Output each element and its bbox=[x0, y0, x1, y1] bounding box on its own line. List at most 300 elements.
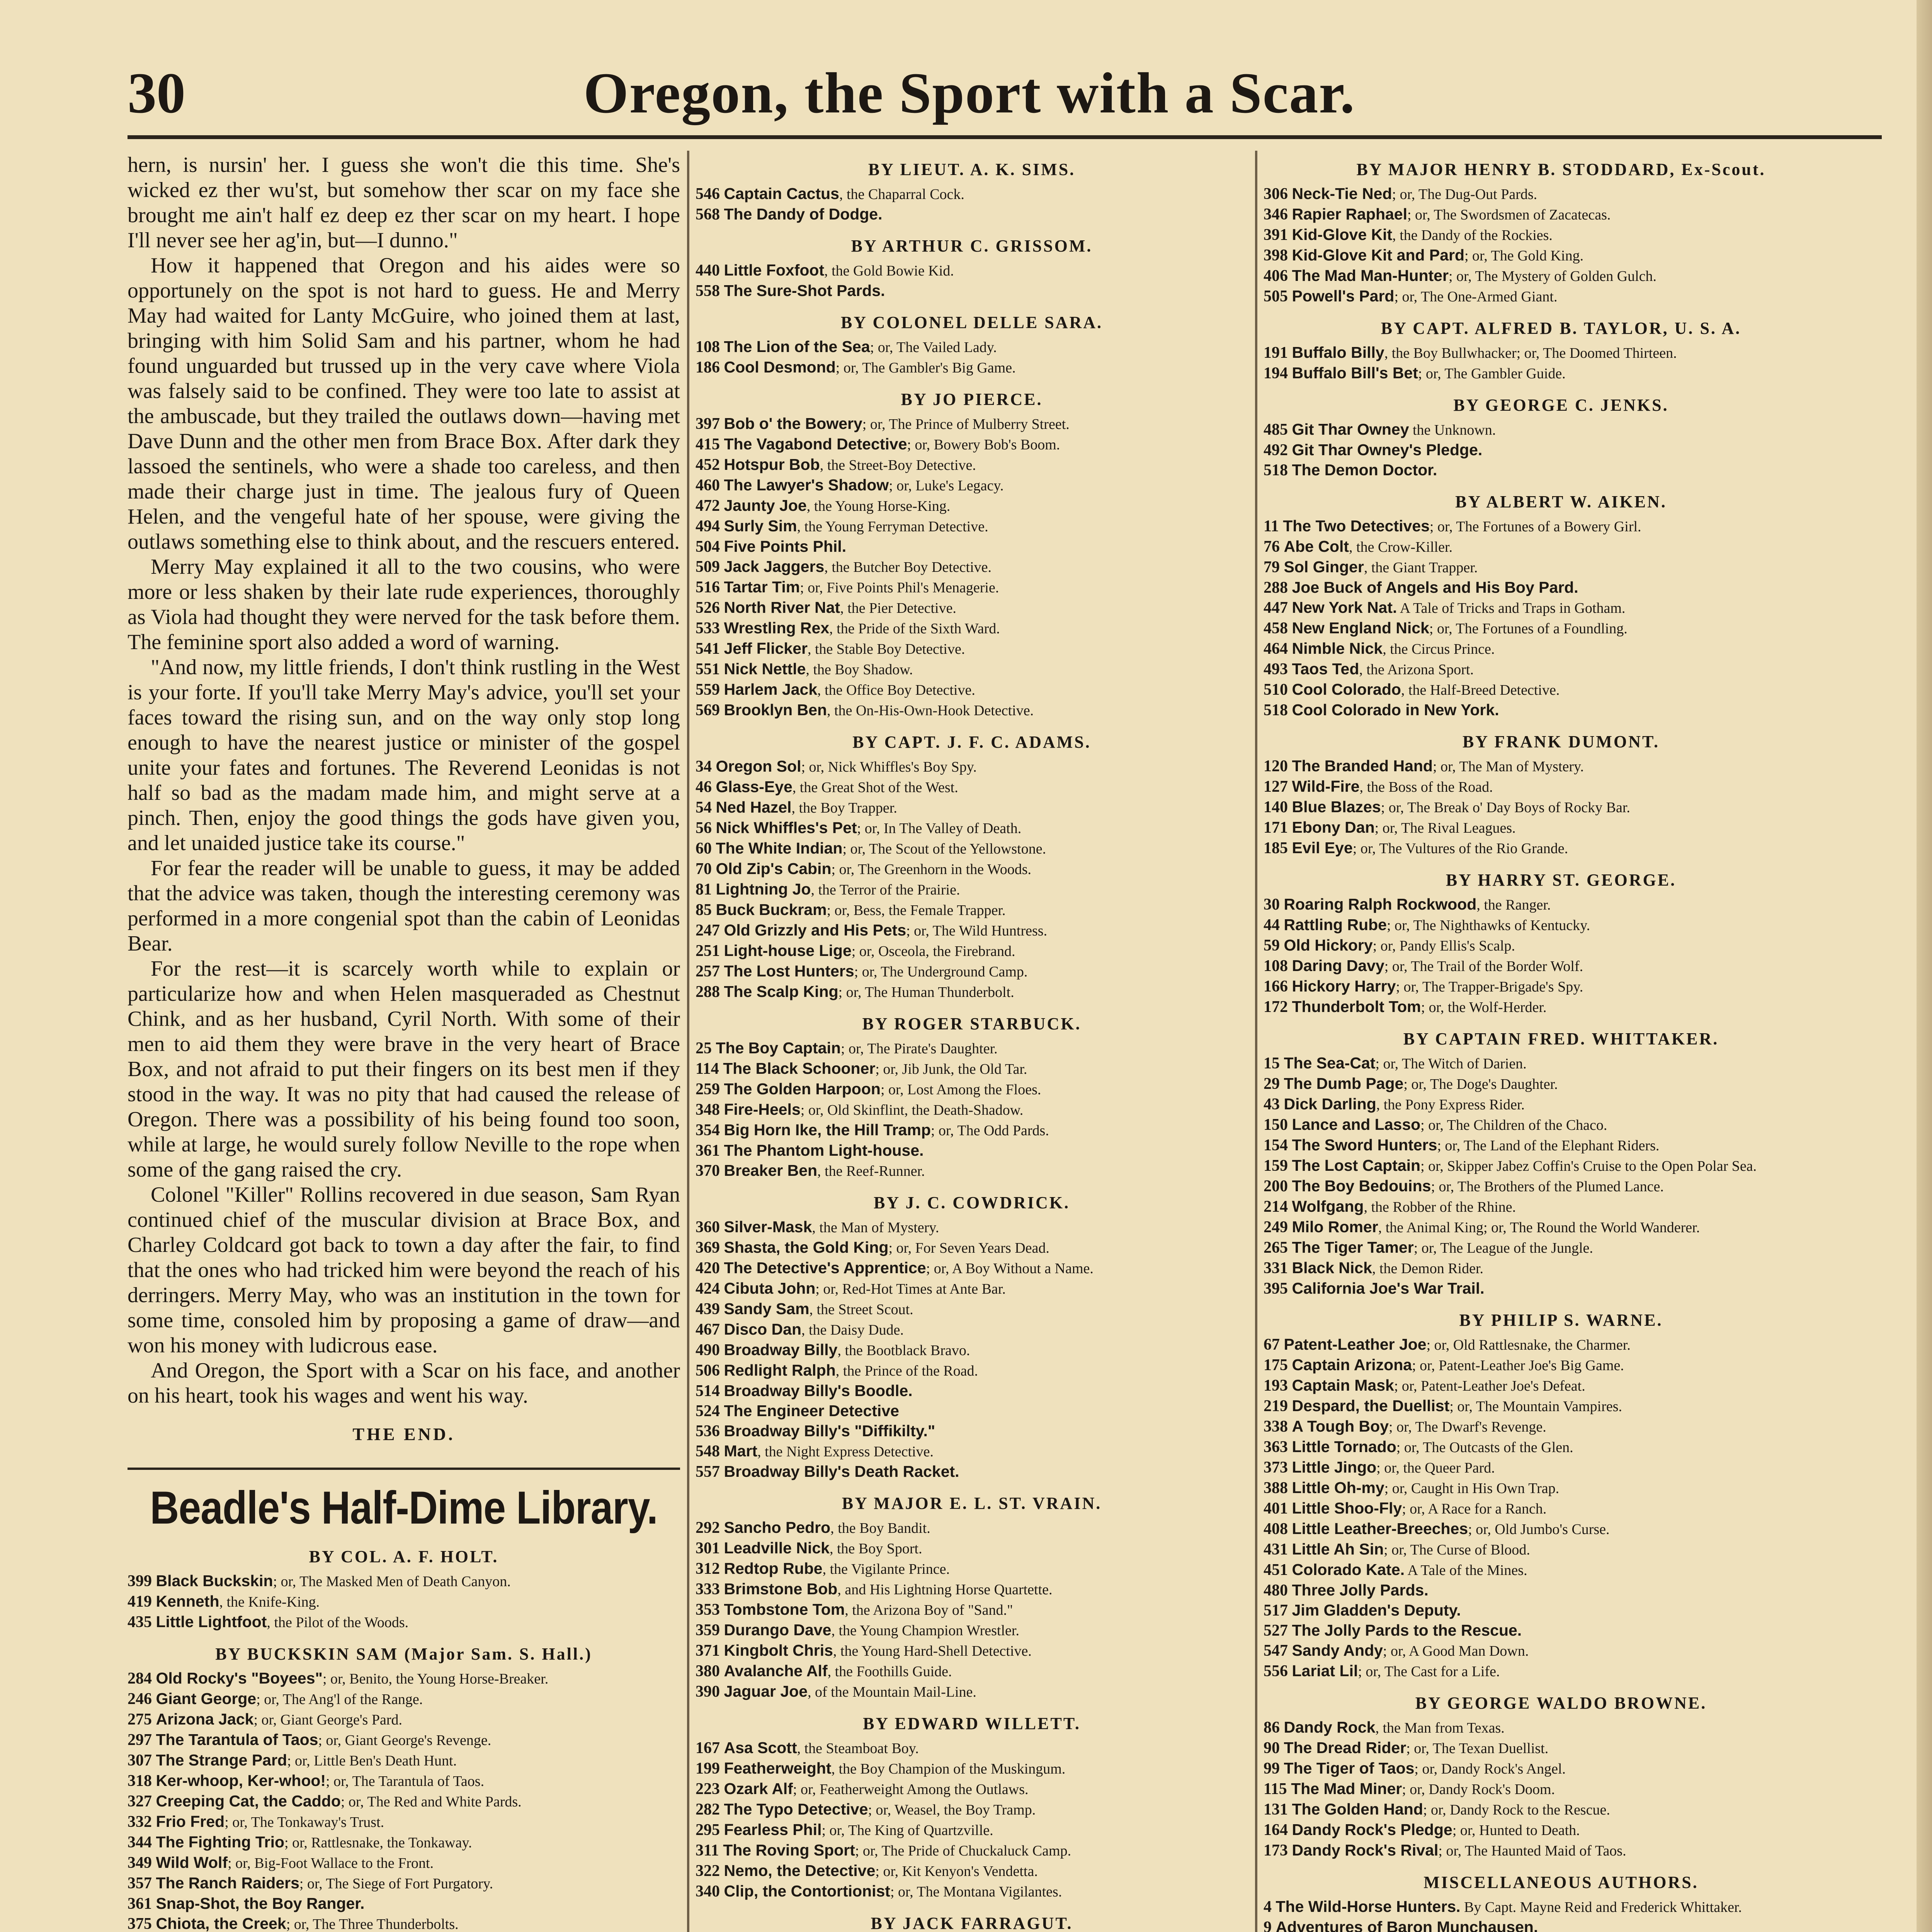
catalog-entry bbox=[696, 941, 1248, 961]
entry-number: 15 bbox=[1264, 1054, 1280, 1072]
entry-title: Tartar Tim bbox=[724, 578, 800, 596]
catalog-entry bbox=[1264, 1799, 1859, 1820]
author-heading: BY GEORGE WALDO BROWNE. bbox=[1415, 1694, 1707, 1713]
catalog-entry bbox=[1264, 976, 1859, 997]
catalog-entry bbox=[1264, 1094, 1859, 1115]
entry-title: The Sword Hunters bbox=[1292, 1136, 1437, 1154]
entry-number: 547 bbox=[1264, 1642, 1288, 1660]
entry-number: 370 bbox=[696, 1162, 720, 1180]
catalog-entry bbox=[128, 1592, 680, 1612]
entry-number: 505 bbox=[1264, 287, 1288, 305]
entry-number: 67 bbox=[1264, 1336, 1280, 1354]
entry-subtitle: ; or, The Gambler Guide. bbox=[1418, 366, 1566, 382]
catalog-entry bbox=[1264, 915, 1859, 935]
entry-subtitle: ; or, the Queer Pard. bbox=[1376, 1460, 1495, 1476]
entry-number: 56 bbox=[696, 819, 712, 837]
entry-title: Rapier Raphael bbox=[1292, 205, 1407, 223]
entry-title: The Jolly Pards to the Rescue. bbox=[1292, 1621, 1522, 1639]
entry-title: Sandy Andy bbox=[1292, 1641, 1383, 1659]
entry-title: The Lost Hunters bbox=[724, 962, 854, 980]
entry-number: 327 bbox=[128, 1793, 152, 1810]
entry-number: 548 bbox=[696, 1442, 720, 1460]
entry-number: 395 bbox=[1264, 1280, 1288, 1298]
author-section bbox=[1264, 492, 1859, 720]
entry-title: Kenneth bbox=[156, 1592, 219, 1610]
entry-number: 288 bbox=[1264, 579, 1288, 597]
entry-number: 359 bbox=[696, 1621, 720, 1639]
catalog-entry bbox=[1264, 1738, 1859, 1759]
entry-number: 419 bbox=[128, 1593, 152, 1611]
catalog-entry bbox=[1264, 1458, 1859, 1478]
entry-title: Git Thar Owney's Pledge. bbox=[1292, 441, 1483, 459]
entry-subtitle: , the Animal King; or, The Round the World Wanderer. bbox=[1378, 1219, 1700, 1236]
entry-number: 127 bbox=[1264, 778, 1288, 796]
page-number: 30 bbox=[128, 61, 185, 125]
catalog-entry bbox=[1264, 818, 1859, 838]
catalog-entry bbox=[696, 982, 1248, 1002]
catalog-entry bbox=[1264, 895, 1859, 915]
entry-subtitle: ; or, Lost Among the Floes. bbox=[880, 1082, 1041, 1098]
entry-subtitle: A Tale of the Mines. bbox=[1405, 1562, 1527, 1578]
entry-number: 439 bbox=[696, 1300, 720, 1318]
entry-number: 485 bbox=[1264, 421, 1288, 439]
entry-subtitle: ; or, The Vultures of the Rio Grande. bbox=[1352, 840, 1568, 857]
catalog-entry bbox=[128, 1689, 680, 1709]
entry-title: Little Foxfoot bbox=[724, 261, 825, 279]
entry-number: 85 bbox=[696, 901, 712, 919]
catalog-entry bbox=[696, 1759, 1248, 1779]
entry-title: The Golden Hand bbox=[1292, 1800, 1423, 1818]
entry-number: 90 bbox=[1264, 1739, 1280, 1757]
entry-title: North River Nat bbox=[724, 599, 840, 616]
entry-title: The Lawyer's Shadow bbox=[724, 476, 889, 494]
entry-subtitle: ; or, A Boy Without a Name. bbox=[926, 1260, 1094, 1277]
entry-number: 557 bbox=[696, 1463, 720, 1481]
catalog-entry bbox=[1264, 777, 1859, 797]
entry-number: 435 bbox=[128, 1613, 152, 1631]
entry-subtitle: ; or, Hunted to Death. bbox=[1452, 1822, 1580, 1838]
catalog-entry bbox=[1264, 578, 1859, 598]
catalog-entry bbox=[1264, 1820, 1859, 1840]
catalog-entry bbox=[1264, 1417, 1859, 1437]
catalog-entry bbox=[128, 1771, 680, 1791]
entry-subtitle: , the Reef-Runner. bbox=[817, 1163, 925, 1179]
entry-number: 493 bbox=[1264, 660, 1288, 678]
entry-subtitle: , the Half-Breed Detective. bbox=[1401, 682, 1560, 698]
catalog-entry bbox=[696, 1361, 1248, 1381]
catalog-entry bbox=[1264, 420, 1859, 440]
entry-subtitle: , the Dandy of the Rockies. bbox=[1392, 227, 1553, 243]
entry-number: 415 bbox=[696, 435, 720, 453]
entry-subtitle: ; or, The Mountain Vampires. bbox=[1449, 1398, 1622, 1415]
entry-number: 297 bbox=[128, 1731, 152, 1749]
column-2 bbox=[696, 153, 1248, 1932]
entry-number: 467 bbox=[696, 1321, 720, 1338]
entry-subtitle: ; or, The Pirate's Daughter. bbox=[840, 1041, 998, 1057]
entry-title: Patent-Leather Joe bbox=[1284, 1335, 1427, 1353]
header-rule bbox=[128, 135, 1882, 139]
entry-title: Buffalo Bill's Bet bbox=[1292, 364, 1418, 382]
entry-subtitle: , the Robber of the Rhine. bbox=[1364, 1199, 1516, 1215]
entry-subtitle: , and His Lightning Horse Quartette. bbox=[837, 1582, 1053, 1598]
entry-title: The Sea-Cat bbox=[1284, 1054, 1376, 1072]
entry-subtitle: ; or, The Masked Men of Death Canyon. bbox=[273, 1573, 511, 1590]
catalog-entry bbox=[1264, 557, 1859, 578]
catalog-entry bbox=[696, 537, 1248, 557]
entry-subtitle: , the Arizona Sport. bbox=[1359, 662, 1474, 678]
entry-title: Wild-Fire bbox=[1292, 777, 1360, 795]
entry-subtitle: , the Pilot of the Woods. bbox=[267, 1614, 409, 1631]
entry-subtitle: ; or, The Witch of Darien. bbox=[1375, 1056, 1527, 1072]
entry-subtitle: ; or, The Break o' Day Boys of Rocky Bar. bbox=[1381, 799, 1630, 816]
entry-subtitle: , the Great Shot of the West. bbox=[792, 779, 958, 796]
entry-title: Sandy Sam bbox=[724, 1300, 810, 1318]
catalog-entry bbox=[696, 838, 1248, 859]
author-section bbox=[1264, 870, 1859, 1017]
entry-number: 452 bbox=[696, 456, 720, 474]
entry-subtitle: , the Circus Prince. bbox=[1383, 641, 1495, 657]
entry-number: 292 bbox=[696, 1519, 720, 1537]
entry-title: Lance and Lasso bbox=[1292, 1116, 1421, 1133]
entry-number: 311 bbox=[696, 1842, 719, 1859]
entry-title: The Lion of the Sea bbox=[724, 338, 870, 355]
entry-number: 331 bbox=[1264, 1259, 1288, 1277]
entry-title: Cool Desmond bbox=[724, 358, 836, 376]
entry-number: 307 bbox=[128, 1752, 152, 1769]
entry-number: 30 bbox=[1264, 896, 1280, 913]
entry-title: Dandy Rock's Rival bbox=[1292, 1841, 1439, 1859]
catalog-entry bbox=[128, 1791, 680, 1812]
entry-subtitle: , the Boy Bandit. bbox=[830, 1520, 930, 1536]
entry-title: Nemo, the Detective bbox=[724, 1862, 876, 1879]
column-divider-2 bbox=[1255, 151, 1257, 1932]
catalog-entry bbox=[1264, 680, 1859, 700]
author-section bbox=[1264, 1310, 1859, 1682]
entry-number: 191 bbox=[1264, 344, 1288, 362]
author-heading: BY EDWARD WILLETT. bbox=[863, 1714, 1081, 1733]
entry-subtitle: ; or, The Scout of the Yellowstone. bbox=[842, 841, 1046, 857]
catalog-entry bbox=[1264, 797, 1859, 818]
entry-subtitle: ; or, Patent-Leather Joe's Defeat. bbox=[1394, 1378, 1585, 1394]
catalog-entry bbox=[1264, 1621, 1859, 1641]
catalog-entry bbox=[1264, 1238, 1859, 1258]
catalog-entry bbox=[1264, 756, 1859, 777]
catalog-entry bbox=[696, 700, 1248, 721]
entry-subtitle: ; or, Rattlesnake, the Tonkaway. bbox=[284, 1835, 472, 1851]
entry-subtitle: , the Boy Shadow. bbox=[806, 662, 913, 678]
entry-subtitle: ; or, Patent-Leather Joe's Big Game. bbox=[1412, 1357, 1624, 1374]
entry-subtitle: ; or, Red-Hot Times at Ante Bar. bbox=[815, 1281, 1006, 1297]
entry-title: Old Hickory bbox=[1284, 936, 1373, 954]
entry-subtitle: , the Man of Mystery. bbox=[812, 1219, 939, 1236]
catalog-entry bbox=[696, 1340, 1248, 1361]
entry-title: Brimstone Bob bbox=[724, 1580, 838, 1598]
catalog-entry bbox=[1264, 1661, 1859, 1682]
entry-subtitle: , the Boy Bullwhacker; or, The Doomed Thirteen. bbox=[1384, 345, 1677, 361]
entry-subtitle: By Capt. Mayne Reid and Frederick Whittaker. bbox=[1460, 1899, 1742, 1915]
entry-number: 401 bbox=[1264, 1500, 1288, 1517]
entry-title: Black Buckskin bbox=[156, 1572, 273, 1590]
catalog-entry bbox=[696, 1881, 1248, 1902]
entry-subtitle: ; or, Dandy Rock to the Rescue. bbox=[1423, 1802, 1610, 1818]
entry-title: Asa Scott bbox=[724, 1739, 797, 1757]
catalog-entry bbox=[696, 357, 1248, 378]
entry-subtitle: ; or, The Texan Duellist. bbox=[1406, 1740, 1549, 1757]
entry-number: 526 bbox=[696, 599, 720, 617]
entry-subtitle: ; or, The Children of the Chaco. bbox=[1420, 1117, 1607, 1133]
entry-title: Wolfgang bbox=[1292, 1197, 1364, 1215]
catalog-entry bbox=[696, 900, 1248, 920]
entry-title: Chiota, the Creek bbox=[156, 1915, 286, 1932]
entry-title: Kingbolt Chris bbox=[724, 1641, 833, 1659]
entry-subtitle: , the Young Hard-Shell Detective. bbox=[833, 1643, 1032, 1659]
catalog-entry bbox=[696, 475, 1248, 496]
author-heading: BY CAPT. ALFRED B. TAYLOR, U. S. A. bbox=[1381, 319, 1742, 338]
catalog-entry bbox=[1264, 460, 1859, 480]
catalog-entry bbox=[1264, 1437, 1859, 1458]
entry-number: 247 bbox=[696, 922, 720, 939]
catalog-entry bbox=[696, 1620, 1248, 1641]
entry-subtitle: ; or, Five Points Phil's Menagerie. bbox=[800, 580, 999, 596]
catalog-entry bbox=[696, 859, 1248, 879]
entry-title: Lariat Lil bbox=[1292, 1662, 1358, 1680]
entry-subtitle: , the Terror of the Prairie. bbox=[811, 882, 960, 898]
catalog-entry bbox=[1264, 1156, 1859, 1176]
catalog-entry bbox=[696, 680, 1248, 700]
entry-number: 360 bbox=[696, 1218, 720, 1236]
entry-number: 353 bbox=[696, 1601, 720, 1619]
entry-subtitle: , the Knife-King. bbox=[219, 1594, 320, 1610]
entry-title: Redtop Rube bbox=[724, 1560, 823, 1577]
entry-title: Daring Davy bbox=[1292, 957, 1384, 975]
entry-subtitle: ; or, The Gold King. bbox=[1464, 248, 1584, 264]
author-heading: BY ALBERT W. AIKEN. bbox=[1455, 492, 1667, 511]
entry-number: 397 bbox=[696, 415, 720, 433]
entry-title: Little Oh-my bbox=[1292, 1479, 1384, 1497]
catalog-entry bbox=[1264, 1519, 1859, 1539]
entry-subtitle: ; or, Luke's Legacy. bbox=[889, 478, 1004, 494]
catalog-entry bbox=[1264, 618, 1859, 639]
entry-subtitle: , the Pride of the Sixth Ward. bbox=[829, 621, 1000, 637]
entry-subtitle: ; or, The Land of the Elephant Riders. bbox=[1437, 1138, 1660, 1154]
entry-number: 559 bbox=[696, 681, 720, 699]
story-paragraph: Merry May explained it all to the two cousins, who were more or less shaken by their late rude experiences, thoroughly as Viola had thought they were nerved for the task before them. The feminine sport also added a word of warning. bbox=[128, 555, 680, 654]
entry-title: The Demon Doctor. bbox=[1292, 461, 1437, 479]
entry-subtitle: , the Gold Bowie Kid. bbox=[824, 263, 954, 279]
catalog-entry bbox=[128, 1730, 680, 1750]
catalog-entry bbox=[1264, 1176, 1859, 1197]
entry-number: 551 bbox=[696, 660, 720, 678]
entry-number: 361 bbox=[128, 1895, 152, 1913]
entry-title: Arizona Jack bbox=[156, 1710, 254, 1728]
entry-title: Lightning Jo bbox=[716, 880, 811, 898]
entry-subtitle: ; or, The Swordsmen of Zacatecas. bbox=[1407, 207, 1611, 223]
catalog-entry bbox=[696, 1299, 1248, 1320]
catalog-entry bbox=[1264, 1335, 1859, 1355]
entry-number: 114 bbox=[696, 1060, 719, 1078]
catalog-list-1 bbox=[128, 1547, 680, 1932]
entry-title: Nick Whiffles's Pet bbox=[716, 819, 857, 837]
entry-title: Silver-Mask bbox=[724, 1218, 812, 1236]
entry-number: 490 bbox=[696, 1341, 720, 1359]
entry-subtitle: ; or, The Montana Vigilantes. bbox=[890, 1884, 1062, 1900]
catalog-entry bbox=[1264, 1396, 1859, 1417]
entry-title: The Sure-Shot Pards. bbox=[724, 282, 885, 299]
entry-number: 194 bbox=[1264, 364, 1288, 382]
entry-subtitle: ; or, Giant George's Pard. bbox=[253, 1712, 402, 1728]
entry-number: 199 bbox=[696, 1760, 720, 1777]
catalog-entry bbox=[128, 1914, 680, 1932]
entry-number: 373 bbox=[1264, 1459, 1288, 1476]
entry-title: Glass-Eye bbox=[716, 778, 793, 796]
entry-title: Colorado Kate. bbox=[1292, 1561, 1405, 1578]
entry-number: 259 bbox=[696, 1080, 720, 1098]
entry-title: Mart bbox=[724, 1442, 758, 1460]
library-title: Beadle's Half-Dime Library. bbox=[150, 1482, 658, 1534]
entry-number: 44 bbox=[1264, 916, 1280, 934]
entry-subtitle: ; or, Featherweight Among the Outlaws. bbox=[793, 1781, 1029, 1798]
entry-title: The Dandy of Dodge. bbox=[724, 205, 883, 223]
catalog-entry bbox=[128, 1812, 680, 1832]
column-1 bbox=[128, 153, 680, 1932]
entry-number: 70 bbox=[696, 860, 712, 878]
entry-title: Nimble Nick bbox=[1292, 639, 1383, 657]
entry-subtitle: ; or, The Mystery of Golden Gulch. bbox=[1448, 268, 1657, 284]
entry-number: 464 bbox=[1264, 640, 1288, 658]
entry-title: Nick Nettle bbox=[724, 660, 806, 678]
entry-title: Old Rocky's "Boyees" bbox=[156, 1669, 323, 1687]
catalog-entry bbox=[1264, 1217, 1859, 1238]
author-heading: BY COL. A. F. HOLT. bbox=[309, 1547, 499, 1566]
catalog-entry bbox=[696, 1441, 1248, 1462]
catalog-entry bbox=[1264, 1279, 1859, 1299]
entry-subtitle: ; or, The King of Quartzville. bbox=[821, 1822, 993, 1838]
entry-number: 406 bbox=[1264, 267, 1288, 285]
entry-title: Old Zip's Cabin bbox=[716, 860, 832, 878]
catalog-entry bbox=[696, 1059, 1248, 1079]
author-heading: BY COLONEL DELLE SARA. bbox=[840, 313, 1103, 332]
catalog-entry bbox=[1264, 700, 1859, 720]
author-section bbox=[696, 313, 1248, 378]
catalog-entry bbox=[1264, 997, 1859, 1017]
entry-subtitle: ; or, A Race for a Ranch. bbox=[1402, 1501, 1547, 1517]
entry-subtitle: ; or, In The Valley of Death. bbox=[857, 820, 1022, 837]
author-heading: BY CAPTAIN FRED. WHITTAKER. bbox=[1403, 1029, 1719, 1048]
entry-title: Ker-whoop, Ker-whoo! bbox=[156, 1772, 326, 1789]
entry-subtitle: ; or, The Dwarf's Revenge. bbox=[1389, 1419, 1546, 1435]
entry-number: 76 bbox=[1264, 538, 1280, 556]
catalog-entry bbox=[128, 1612, 680, 1633]
entry-number: 59 bbox=[1264, 937, 1280, 954]
author-section bbox=[696, 732, 1248, 1002]
author-heading: BY PHILIP S. WARNE. bbox=[1459, 1311, 1663, 1330]
catalog-entry bbox=[696, 1079, 1248, 1100]
catalog-entry bbox=[696, 1320, 1248, 1340]
entry-title: Featherweight bbox=[724, 1759, 832, 1777]
catalog-entry bbox=[696, 1559, 1248, 1579]
catalog-entry bbox=[1264, 1498, 1859, 1519]
entry-number: 510 bbox=[1264, 681, 1288, 699]
catalog-entry bbox=[696, 1538, 1248, 1559]
catalog-entry bbox=[128, 1750, 680, 1771]
entry-number: 447 bbox=[1264, 599, 1288, 617]
entry-number: 516 bbox=[696, 578, 720, 596]
entry-number: 533 bbox=[696, 619, 720, 637]
entry-number: 440 bbox=[696, 262, 720, 279]
catalog-entry bbox=[1264, 225, 1859, 245]
entry-title: Little Lightfoot bbox=[156, 1613, 267, 1631]
entry-number: 150 bbox=[1264, 1116, 1288, 1134]
entry-number: 322 bbox=[696, 1862, 720, 1880]
entry-number: 99 bbox=[1264, 1760, 1280, 1777]
entry-title: The Vagabond Detective bbox=[724, 435, 907, 453]
entry-title: Surly Sim bbox=[724, 517, 797, 535]
entry-subtitle: ; or, The Underground Camp. bbox=[854, 964, 1028, 980]
entry-subtitle: ; or, Giant George's Revenge. bbox=[318, 1732, 492, 1748]
entry-subtitle: ; or, Bowery Bob's Boom. bbox=[907, 437, 1060, 453]
entry-number: 546 bbox=[696, 185, 720, 203]
entry-number: 371 bbox=[696, 1642, 720, 1660]
entry-subtitle: ; or, Dandy Rock's Doom. bbox=[1402, 1781, 1555, 1798]
author-heading: BY MAJOR E. L. ST. VRAIN. bbox=[842, 1494, 1102, 1513]
entry-title: Snap-Shot, the Boy Ranger. bbox=[156, 1895, 365, 1912]
entry-number: 431 bbox=[1264, 1541, 1288, 1558]
entry-number: 517 bbox=[1264, 1602, 1288, 1619]
entry-title: Cool Colorado bbox=[1292, 680, 1401, 698]
catalog-entry bbox=[696, 639, 1248, 659]
story-paragraph: "And now, my little friends, I don't think rustling in the West is your forte. If you'll take Merry May's advice, you'll set your faces toward the rising sun, and on the way only stop long enough to have the nearest justice or minister of the gospel unite your fates and fortunes. The Reverend Leonidas is not half so bad as the madam made him, and might serve at a pinch. Then, enjoy the good things the gods have given you, and let unaided justice take its course." bbox=[128, 655, 680, 855]
catalog-entry bbox=[696, 1258, 1248, 1279]
entry-number: 524 bbox=[696, 1402, 720, 1420]
entry-number: 460 bbox=[696, 476, 720, 494]
entry-number: 344 bbox=[128, 1833, 152, 1851]
entry-subtitle: , the Giant Trapper. bbox=[1364, 560, 1478, 576]
entry-title: Captain Cactus bbox=[724, 185, 839, 202]
entry-title: Little Shoo-Fly bbox=[1292, 1499, 1402, 1517]
entry-title: The Mad Man-Hunter bbox=[1292, 267, 1449, 284]
entry-number: 54 bbox=[696, 799, 712, 816]
entry-title: The Tiger Tamer bbox=[1292, 1238, 1414, 1256]
entry-number: 185 bbox=[1264, 839, 1288, 857]
entry-title: New England Nick bbox=[1292, 619, 1429, 637]
entry-subtitle: , the Street Scout. bbox=[809, 1301, 913, 1318]
entry-number: 257 bbox=[696, 963, 720, 980]
entry-number: 318 bbox=[128, 1772, 152, 1790]
catalog-entry bbox=[696, 777, 1248, 798]
entry-number: 541 bbox=[696, 640, 720, 658]
entry-title: The Strange Pard bbox=[156, 1751, 287, 1769]
author-section bbox=[696, 160, 1248, 224]
entry-title: Harlem Jack bbox=[724, 680, 818, 698]
entry-subtitle: , the Street-Boy Detective. bbox=[820, 457, 976, 473]
catalog-entry bbox=[128, 1853, 680, 1873]
author-heading: BY ARTHUR C. GRISSOM. bbox=[851, 236, 1093, 255]
entry-title: The Mad Miner bbox=[1291, 1780, 1402, 1798]
entry-subtitle: ; or, The Siege of Fort Purgatory. bbox=[299, 1876, 493, 1892]
entry-number: 332 bbox=[128, 1813, 152, 1831]
entry-title: Captain Mask bbox=[1292, 1376, 1394, 1394]
entry-title: Broadway Billy bbox=[724, 1341, 838, 1359]
entry-number: 86 bbox=[1264, 1719, 1280, 1736]
catalog-entry bbox=[128, 1832, 680, 1853]
author-heading: MISCELLANEOUS AUTHORS. bbox=[1423, 1873, 1699, 1892]
entry-subtitle: ; or, The Odd Pards. bbox=[930, 1122, 1049, 1139]
entry-subtitle: , the Ranger. bbox=[1476, 897, 1551, 913]
catalog-entry bbox=[1264, 1779, 1859, 1799]
entry-title: Thunderbolt Tom bbox=[1292, 998, 1421, 1015]
catalog-entry bbox=[1264, 1376, 1859, 1396]
catalog-entry bbox=[1264, 935, 1859, 956]
